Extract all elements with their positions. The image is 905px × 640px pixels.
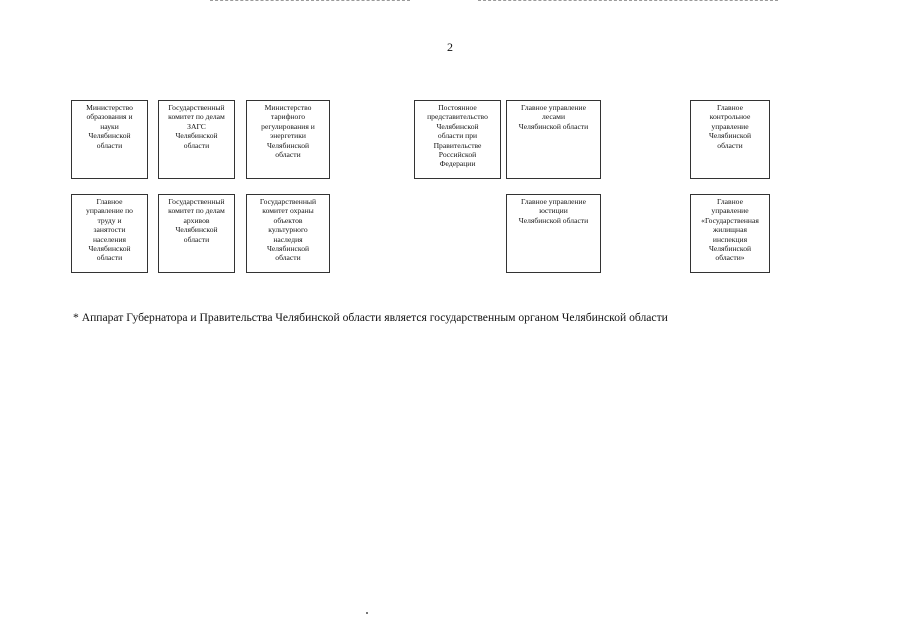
box-label: Главное управление юстиции Челябинской области [518, 197, 589, 225]
scan-speck [366, 612, 368, 614]
box-label: Министерство тарифного регулирования и энергетики Челябинской области [261, 103, 315, 160]
box-justice-department [506, 194, 601, 273]
box-committee-archives [158, 194, 235, 273]
box-label: Постоянное представительство Челябинской области при Правительстве Российской Федерации [427, 103, 488, 169]
box-control-department [690, 100, 770, 179]
page-number: 2 [447, 40, 453, 54]
box-labour-employment [71, 194, 148, 273]
box-housing-inspection [690, 194, 770, 273]
box-label: Главное контрольное управление Челябинской области [708, 103, 752, 150]
page-top-edge-left [210, 0, 410, 1]
box-ministry-tariff [246, 100, 330, 179]
box-label: Министерство образования и науки Челябинской области [86, 103, 133, 150]
box-forestry-department [506, 100, 601, 179]
box-label: Главное управление по труду и занятости населения Челябинской области [86, 197, 133, 263]
page-top-edge-right [478, 0, 778, 1]
box-label: Главное управление лесами Челябинской области [518, 103, 589, 131]
box-label: Государственный комитет по делам архивов Челябинской области [168, 197, 225, 244]
footnote: * Аппарат Губернатора и Правительства Челябинской области является государственным органом Челябинской области [73, 311, 668, 324]
box-label: Государственный комитет охраны объектов культурного наследия Челябинской области [259, 197, 317, 263]
box-permanent-representation [414, 100, 501, 179]
box-label: Главное управление «Государственная жилищная инспекция Челябинской области» [701, 197, 759, 263]
box-committee-zags [158, 100, 235, 179]
box-label: Государственный комитет по делам ЗАГС Челябинской области [168, 103, 225, 150]
box-committee-cultural-heritage [246, 194, 330, 273]
box-ministry-education [71, 100, 148, 179]
